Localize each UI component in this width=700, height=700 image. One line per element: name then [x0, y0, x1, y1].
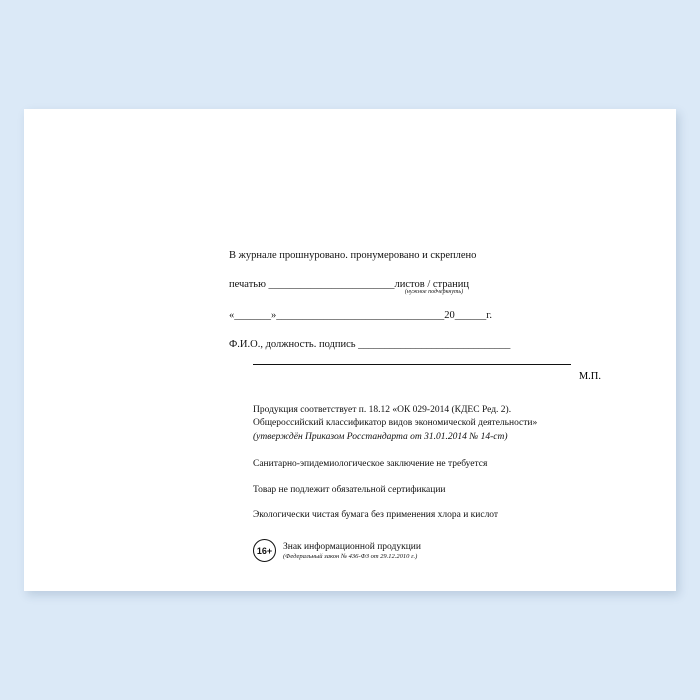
age-rating-row: [253, 539, 629, 562]
journal-line-4: Ф.И.О., должность. подпись _____________________________: [229, 339, 511, 351]
statement-paper: Экологически чистая бумага без применения хлора и кислот: [253, 510, 499, 521]
compliance-line-3: (утверждён Приказом Росстандарта от 31.01.2014 № 14-ст): [253, 432, 508, 443]
journal-line-1: В журнале прошнуровано. пронумеровано и скреплено: [229, 250, 477, 261]
underline-note: (нужное подчеркнуть): [404, 289, 464, 296]
age-rating-title: Знак информационной продукции: [283, 541, 421, 552]
document-page: [24, 109, 676, 591]
document-content: [229, 249, 629, 562]
journal-line-3: «_______»________________________________20______г.: [229, 310, 492, 322]
journal-line-2: печатью ________________________листов / страниц: [229, 279, 470, 291]
statement-certification: Товар не подлежит обязательной сертификации: [253, 484, 446, 495]
age-rating-text: [283, 542, 421, 560]
mp-label: М.П.: [578, 370, 601, 382]
signature-rule: [253, 363, 571, 365]
statement-sanitary: Санитарно-эпидемиологическое заключение не требуется: [253, 458, 488, 469]
compliance-line-2: Общероссийский классификатор видов экономической деятельности»: [253, 418, 538, 429]
age-rating-law: (Федеральный закон № 436-ФЗ от 29.12.2010 г.): [283, 552, 418, 560]
compliance-line-1: Продукция соответствует п. 18.12 «ОК 029-2014 (КДЕС Ред. 2).: [253, 404, 512, 415]
age-rating-icon: 16+: [253, 539, 276, 562]
compliance-block: [253, 404, 629, 524]
